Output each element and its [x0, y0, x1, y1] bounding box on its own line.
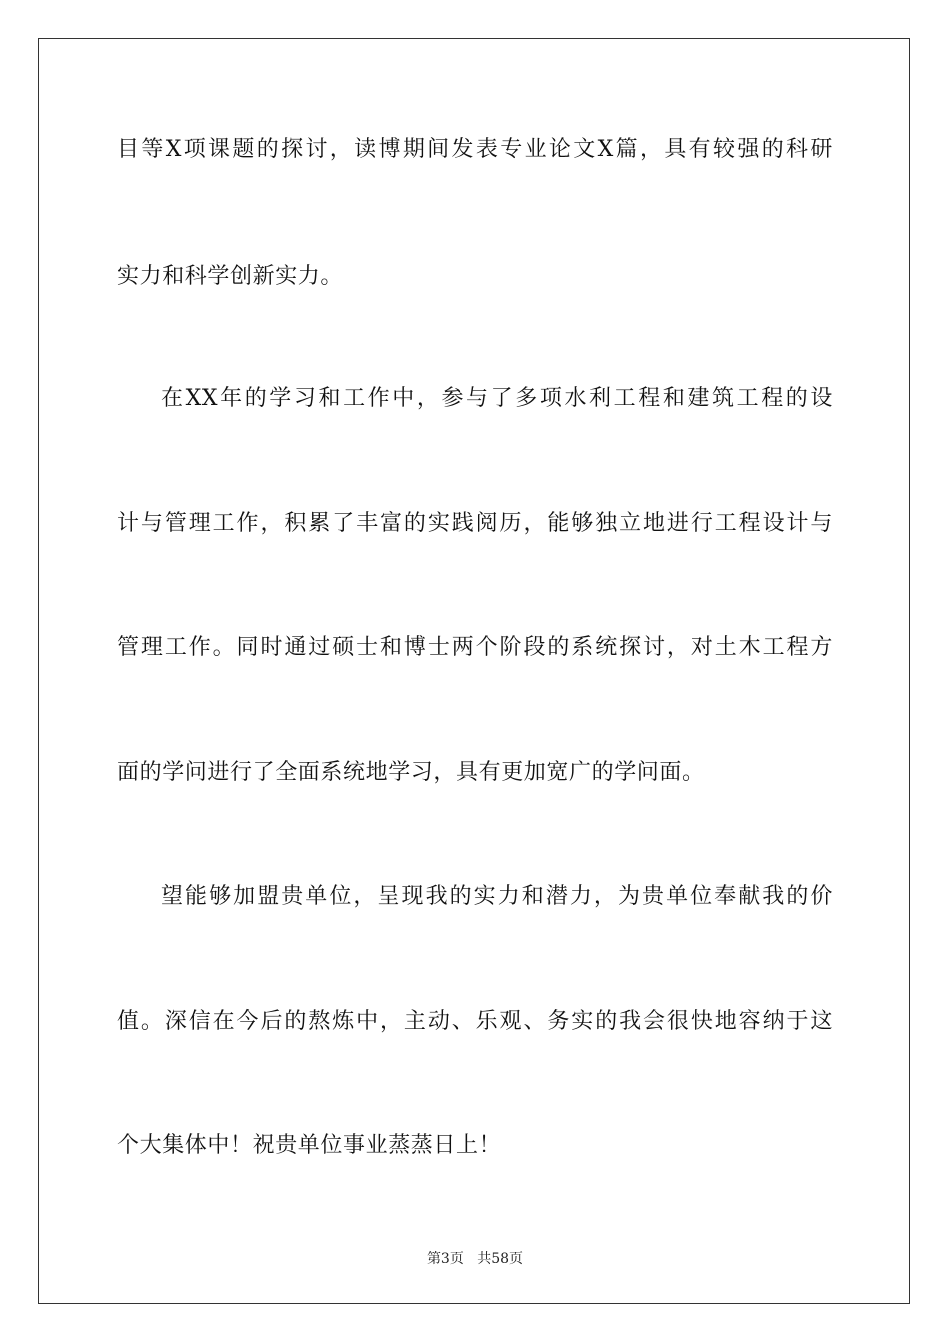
text-line-8: 值。深信在今后的熬炼中，主动、乐观、务实的我会很快地容纳于这: [117, 1009, 833, 1034]
text-line-4: 计与管理工作，积累了丰富的实践阅历，能够独立地进行工程设计与: [117, 511, 833, 536]
page-border: [38, 38, 910, 1304]
text-line-1: 目等X项课题的探讨，读博期间发表专业论文X篇，具有较强的科研: [117, 137, 833, 162]
page-total: 共58页: [477, 1251, 524, 1267]
text-line-3: 在XX年的学习和工作中，参与了多项水利工程和建筑工程的设: [161, 386, 833, 411]
text-line-9: 个大集体中！祝贵单位事业蒸蒸日上！: [117, 1133, 502, 1158]
page-footer: [0, 1248, 950, 1268]
text-line-2: 实力和科学创新实力。: [117, 264, 344, 289]
page-number: 第3页: [426, 1251, 464, 1267]
text-line-5: 管理工作。同时通过硕士和博士两个阶段的系统探讨，对土木工程方: [117, 635, 833, 660]
text-line-6: 面的学问进行了全面系统地学习，具有更加宽广的学问面。: [117, 760, 705, 785]
text-line-7: 望能够加盟贵单位，呈现我的实力和潜力，为贵单位奉献我的价: [161, 884, 833, 909]
